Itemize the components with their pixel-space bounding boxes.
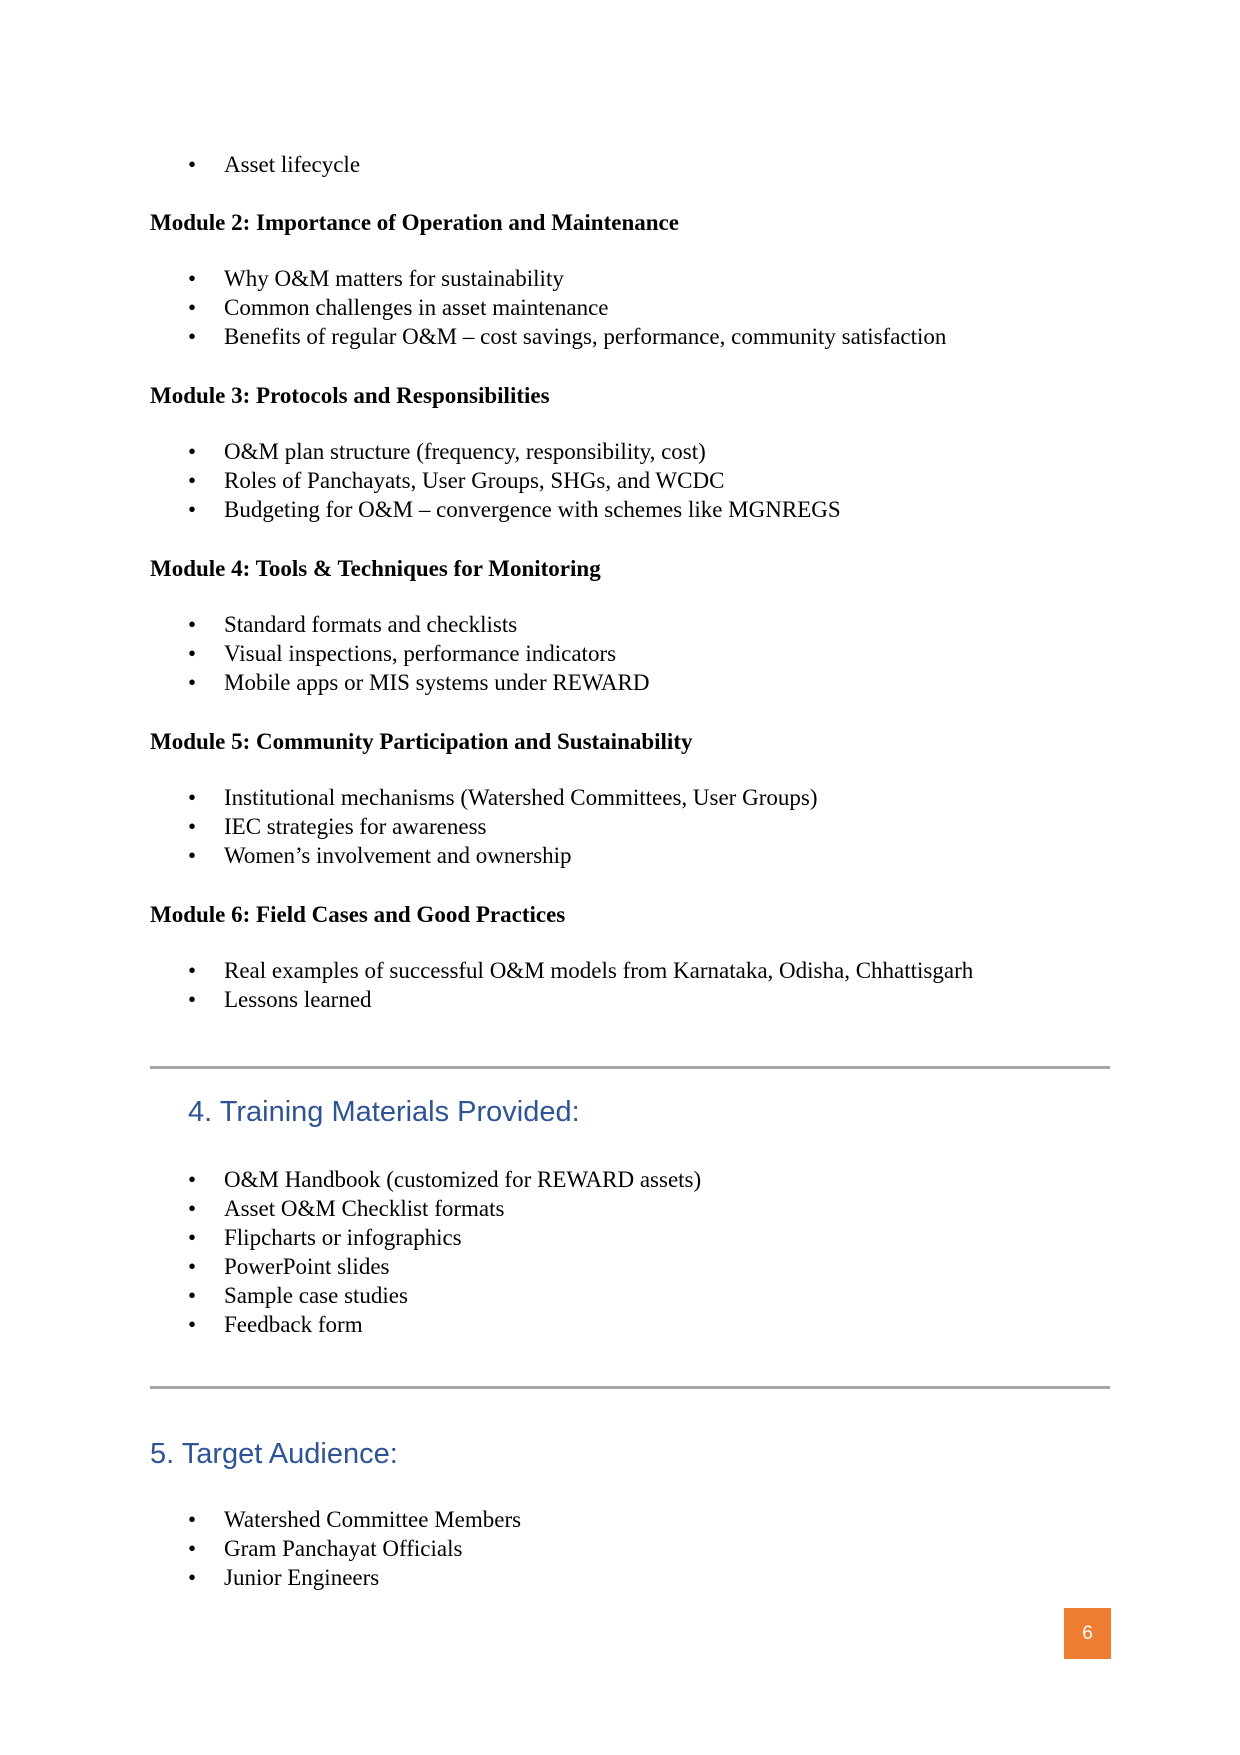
module-heading: Module 3: Protocols and Responsibilities	[150, 383, 550, 408]
section-divider	[150, 1386, 1110, 1389]
bullet-icon: •	[188, 152, 197, 177]
bullet-icon: •	[188, 785, 197, 810]
module-heading: Module 2: Importance of Operation and Maintenance	[150, 210, 679, 235]
bullet-icon: •	[188, 266, 197, 291]
bullet-icon: •	[188, 295, 197, 320]
module-heading: Module 5: Community Participation and Sustainability	[150, 729, 693, 754]
bullet-icon: •	[188, 958, 197, 983]
bullet-icon: •	[188, 814, 197, 839]
bullet-icon: •	[188, 641, 197, 666]
module-heading: Module 4: Tools & Techniques for Monitoring	[150, 556, 601, 581]
bullet-icon: •	[188, 1565, 197, 1590]
bullet-icon: •	[188, 1312, 197, 1337]
section-heading-training-materials: 4. Training Materials Provided:	[188, 1096, 580, 1128]
bullet-icon: •	[188, 612, 197, 637]
bullet-icon: •	[188, 1507, 197, 1532]
bullet-icon: •	[188, 987, 197, 1012]
section-divider	[150, 1066, 1110, 1069]
bullet-icon: •	[188, 324, 197, 349]
page-number-badge: 6	[1064, 1608, 1111, 1659]
bullet-icon: •	[188, 1196, 197, 1221]
bullet-icon: •	[188, 843, 197, 868]
section-heading-target-audience: 5. Target Audience:	[150, 1438, 398, 1470]
bullet-icon: •	[188, 670, 197, 695]
document-page: • Asset lifecycle Module 2: Importance of Operation and Maintenance • Why O&M matters for sustainability • Common challenges in asset maintenance • Benefits of regular O&M – cost savings, performance, community satisfaction Module 3: Protocols and Responsibilities • O&M plan structure (frequency, responsibility, cost) • Roles of Panchayats, User Groups, SHGs, and WCDC • Budgeting for O&M – convergence with schemes like MGNREGS Module 4: Tools & Techniques for Monitoring • Standard formats and checklists • Visual inspections, performance indicators • Mobile apps or MIS systems under REWARD Module 5: Community Participation and Sustainability • Institutional mechanisms (Watershed Committees, User Groups) • IEC strategies for awareness • Women’s involvement and ownership Module 6: Field Cases and Good Practices • Real examples of successful O&M models from Karnataka, Odisha, Chhattisgarh • Lessons learned 4. Training Materials Provided: • O&M Handbook (customized for REWARD assets) • Asset O&M Checklist formats • Flipcharts or infographics • PowerPoint slides • Sample case studies • Feedback form 5. Target Audience: • Watershed Committee Members • Gram Panchayat Officials • Junior Engineers 6	[0, 0, 1240, 1755]
bullet-icon: •	[188, 1225, 197, 1250]
bullet-icon: •	[188, 1536, 197, 1561]
bullet-icon: •	[188, 468, 197, 493]
bullet-icon: •	[188, 1283, 197, 1308]
module-heading: Module 6: Field Cases and Good Practices	[150, 902, 566, 927]
bullet-icon: •	[188, 439, 197, 464]
bullet-icon: •	[188, 1254, 197, 1279]
bullet-icon: •	[188, 497, 197, 522]
bullet-icon: •	[188, 1167, 197, 1192]
